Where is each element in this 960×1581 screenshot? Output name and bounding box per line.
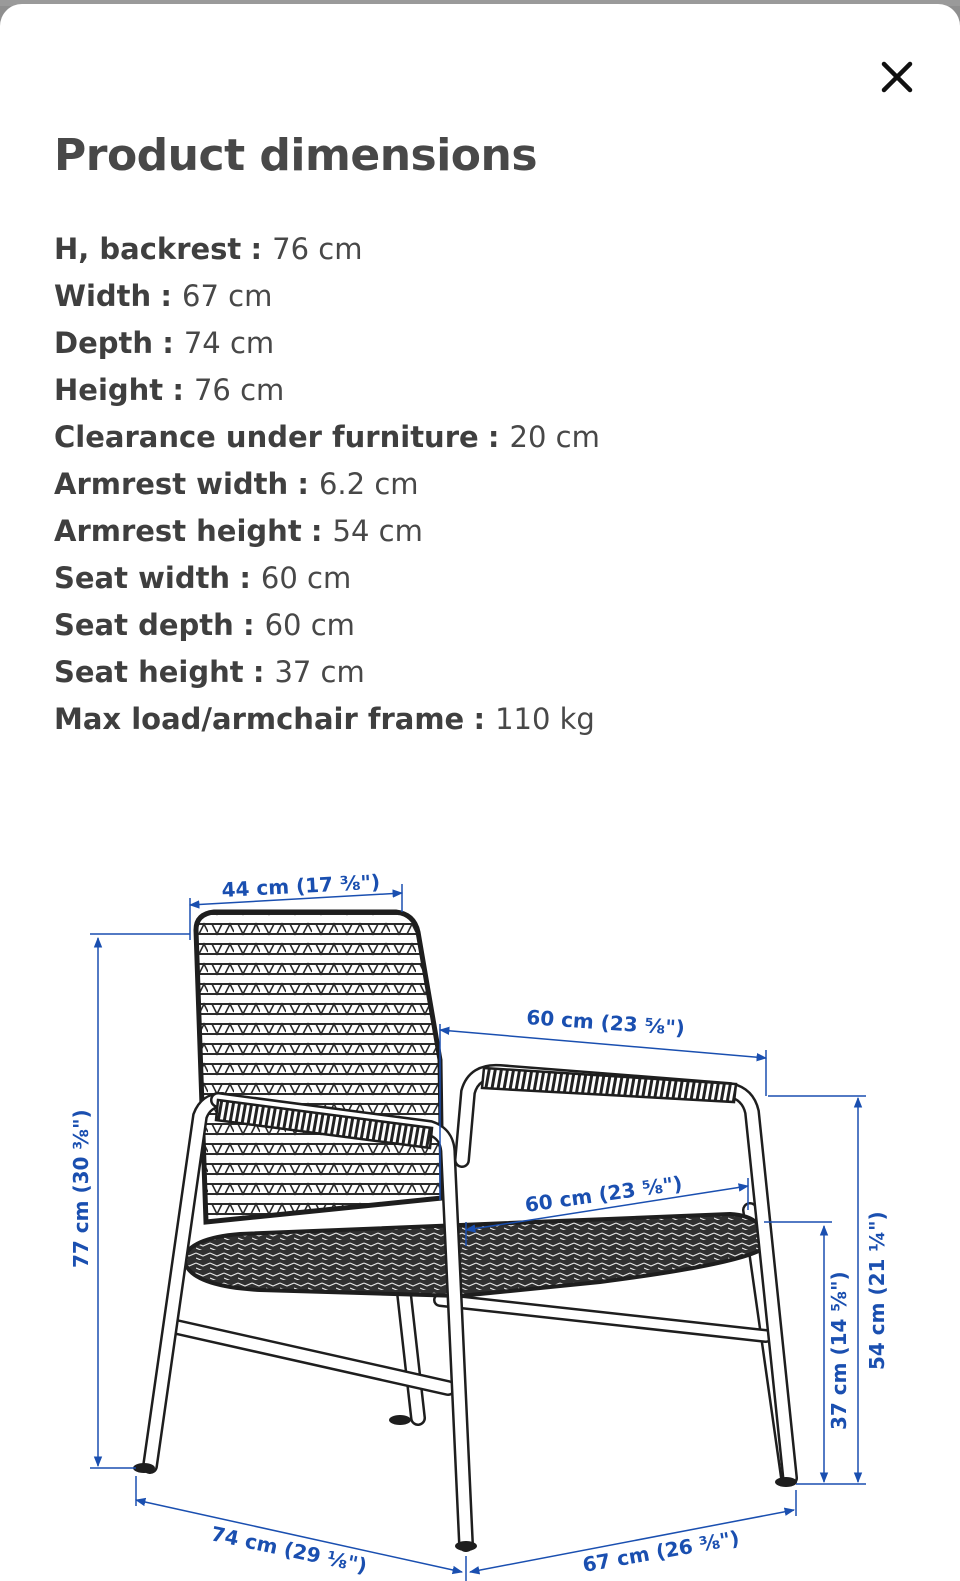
dimension-label-armrest-depth: 60 cm (23 ⅝") (525, 1005, 686, 1041)
dimension-separator: : (310, 514, 323, 548)
dimension-value: 60 cm (260, 561, 352, 595)
dimension-label: Armrest width (54, 467, 289, 501)
dimension-label: Width (54, 279, 152, 313)
dimension-label-backrest-width: 44 cm (17 ⅜") (221, 869, 381, 902)
chair-dimension-drawing (0, 4, 960, 1581)
dimension-value: 74 cm (183, 326, 275, 360)
dimension-separator: : (252, 655, 265, 689)
dimension-value: 67 cm (182, 279, 273, 313)
dimension-label: Depth (54, 326, 154, 360)
dimension-separator: : (297, 467, 309, 501)
dimension-label: Height (54, 373, 164, 407)
dimension-value: 76 cm (193, 373, 285, 407)
dimension-label: Armrest height (54, 514, 302, 548)
dimension-label-seat-width: 60 cm (23 ⅝") (523, 1171, 684, 1217)
dimension-label-seat-height: 37 cm (14 ⅝") (827, 1271, 851, 1430)
dimension-label: Seat height (54, 655, 244, 689)
dimension-separator: : (250, 232, 263, 266)
dimension-separator: : (162, 326, 174, 360)
dimension-value: 37 cm (274, 655, 365, 689)
dimension-label-armrest-height: 54 cm (21 ¼") (865, 1211, 889, 1370)
dimension-separator: : (172, 373, 184, 407)
dimension-value: 110 kg (495, 702, 595, 736)
chair-illustration (133, 912, 797, 1551)
dimension-separator: : (487, 420, 500, 454)
dimension-label: H, backrest (54, 232, 242, 266)
dimension-separator: : (243, 608, 255, 642)
page-title: Product dimensions (54, 130, 538, 181)
dimension-label-depth: 74 cm (29 ⅛") (208, 1521, 370, 1578)
dimension-value: 76 cm (272, 232, 363, 266)
product-dimensions-sheet (0, 4, 960, 1581)
dimension-label: Max load/armchair frame (54, 702, 465, 736)
dimension-label: Seat depth (54, 608, 234, 642)
dimension-separator: : (473, 702, 486, 736)
dimension-label-width: 67 cm (26 ⅜") (580, 1525, 742, 1577)
dimension-value: 20 cm (509, 420, 600, 454)
dimension-label: Clearance under furniture (54, 420, 479, 454)
dimension-label: Seat width (54, 561, 231, 595)
dimension-value: 6.2 cm (318, 467, 419, 501)
dimension-separator: : (160, 279, 173, 313)
dimension-label-total-height: 77 cm (30 ⅜") (69, 1109, 93, 1268)
dimension-value: 60 cm (264, 608, 355, 642)
dimension-separator: : (239, 561, 251, 595)
dimension-value: 54 cm (332, 514, 423, 548)
